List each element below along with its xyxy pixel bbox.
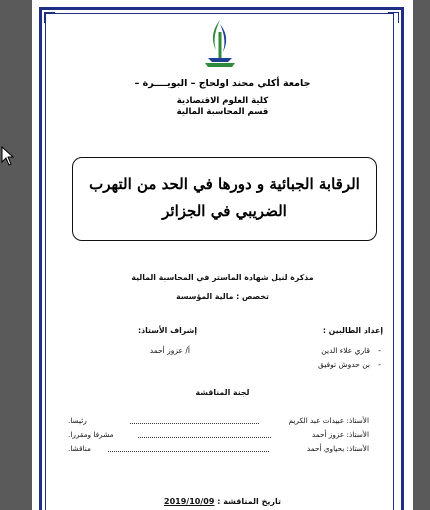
- jury-row: [68, 416, 369, 427]
- defense-label: تاريخ المناقشة :: [217, 497, 281, 506]
- list-bullet: -: [378, 346, 381, 355]
- list-bullet: -: [378, 360, 381, 369]
- dotted-leader: [108, 451, 269, 452]
- students-label: إعداد الطالبين :: [322, 326, 383, 335]
- thesis-title: [73, 171, 376, 225]
- specialization: تخصص : مالية المؤسسة: [176, 292, 269, 301]
- jury-member-role: مشرفا ومقررا.: [68, 430, 114, 439]
- dotted-leader: [138, 437, 271, 438]
- memo-description: مذكرة لنيل شهادة الماستر في المحاسبة المالية: [131, 273, 314, 282]
- thesis-title-line: الرقابة الجبائية و دورها في الحد من التهرب: [89, 175, 360, 193]
- dotted-leader: [130, 423, 259, 424]
- defense-date: 2019/10/09: [164, 497, 215, 506]
- university-name: جامعة أكلي محند اولحاج – البويــــرة –: [134, 78, 311, 89]
- jury-member-name: الأستاذ: عزوز أحمد: [311, 430, 369, 439]
- jury-row: [68, 444, 369, 455]
- university-logo-icon: [202, 18, 238, 70]
- faculty-name: كلية العلوم الاقتصادية: [176, 96, 269, 106]
- student-name: قاري علاء الدين: [321, 346, 370, 355]
- jury-member-role: مناقشا.: [68, 444, 91, 453]
- supervisor-name: أ/ عزوز أحمد: [149, 346, 190, 355]
- department-name: قسم المحاسبة المالية: [176, 107, 269, 117]
- jury-row: [68, 430, 369, 441]
- supervisor-label: إشراف الأستاذ:: [137, 326, 197, 335]
- thesis-title-box: [72, 157, 377, 241]
- document-page[interactable]: [32, 0, 413, 510]
- defense-date-line: [32, 497, 413, 506]
- jury-member-name: الأستاذ: بحياوي أحمد: [306, 444, 369, 453]
- mouse-pointer-icon: [1, 146, 15, 166]
- thesis-title-line: الضريبي في الجزائر: [162, 202, 287, 220]
- jury-member-role: رئيسا.: [68, 416, 87, 425]
- jury-member-name: الأستاذ: عبيدات عبد الكريم: [288, 416, 369, 425]
- committee-title: لجنة المناقشة: [195, 388, 250, 397]
- student-name: بن حدوش توفيق: [318, 360, 370, 369]
